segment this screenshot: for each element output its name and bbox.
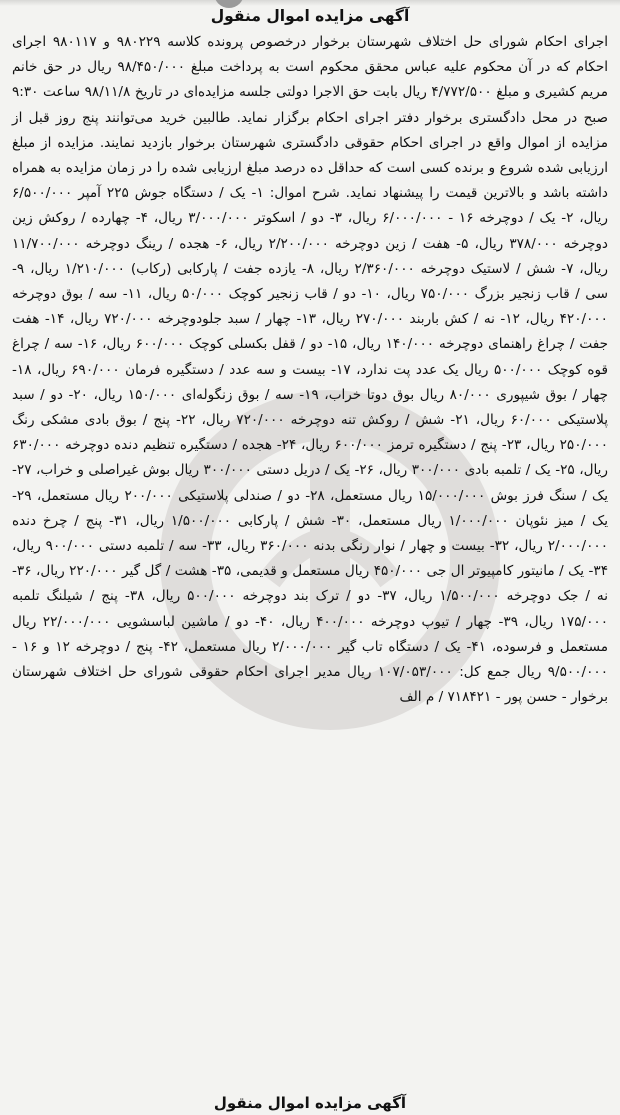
auction-notice	[12, 4, 608, 1073]
next-notice-title: آگهی مزایده اموال منقول	[213, 1094, 407, 1112]
notice-body: اجرای احکام شورای حل اختلاف شهرستان برخوار درخصوص پرونده کلاسه ۹۸۰۲۲۹ و ۹۸۰۱۱۷ اجرای احکام که در آن محکوم علیه عباس محقق محکوم است به پرداخت مبلغ ۹۸/۴۵۰/۰۰۰ ریال در حق خانم مریم کشیری و مبلغ ۴/۷۷۲/۵۰۰ ریال بابت حق الاجرا دولتی جلسه مزایده‌ای در تاریخ ۹۸/۱۱/۸ ساعت ۹:۳۰ صبح در محل دادگستری برخوار دفتر اجرای احکام برگزار نماید. طالبین خرید می‌توانند پنج روز قبل از مزایده از اموال واقع در اجرای احکام حقوقی دادگستری شهرستان برخوار بازدید نمایند. مزایده از مبلغ ارزیابی شده شروع و برنده کسی است که حداقل ده درصد مبلغ ارزیابی شده را در زمان مزایده به همراه داشته باشد و بالاترین قیمت را پیشنهاد نماید. شرح اموال: ۱- یک / دستگاه جوش ۲۲۵ آمپر ۶/۵۰۰/۰۰۰ ریال، ۲- یک / دوچرخه ۱۶ - ۶/۰۰۰/۰۰۰ ریال، ۳- دو / اسکوتر ۳/۰۰۰/۰۰۰ ریال، ۴- چهارده / روکش زین دوچرخه ۳۷۸/۰۰۰ ریال، ۵- هفت / زین دوچرخه ۲/۲۰۰/۰۰۰ ریال، ۶- هجده / رینگ دوچرخه ۱۱/۷۰۰/۰۰۰ ریال، ۷- شش / لاستیک دوچرخه ۲/۳۶۰/۰۰۰ ریال، ۸- یازده جفت / پارکابی (رکاب) ۱/۲۱۰/۰۰۰ ریال، ۹- سی / قاب زنجیر بزرگ ۷۵۰/۰۰۰ ریال، ۱۰- دو / قاب زنجیر کوچک ۵۰/۰۰۰ ریال، ۱۱- سه / بوق دوچرخه ۴۲۰/۰۰۰ ریال، ۱۲- نه / کش باربند ۲۷۰/۰۰۰ ریال، ۱۳- چهار / سبد جلودوچرخه ۷۲۰/۰۰۰ ریال، ۱۴- هفت جفت / چراغ راهنمای دوچرخه ۱۴۰/۰۰۰ ریال، ۱۵- دو / قفل بکسلی کوچک ۶۰۰/۰۰۰ ریال، ۱۶- سه / چراغ قوه کوچک ۵۰۰/۰۰۰ ریال یک عدد پت ندارد، ۱۷- بیست و سه عدد / دستگیره فرمان ۶۹۰/۰۰۰ ریال، ۱۸- چهار / بوق شیپوری ۸۰/۰۰۰ ریال بوق دوتا خراب، ۱۹- سه / بوق زنگوله‌ای ۱۵۰/۰۰۰ ریال، ۲۰- دو / سبد پلاستیکی ۶۰/۰۰۰ ریال، ۲۱- شش / روکش تنه دوچرخه ۷۲۰/۰۰۰ ریال، ۲۲- پنج / بوق بادی مشکی رنگ ۲۵۰/۰۰۰ ریال، ۲۳- پنج / دستگیره ترمز ۶۰۰/۰۰۰ ریال، ۲۴- هجده / دستگیره تنظیم دنده دوچرخه ۶۳۰/۰۰۰ ریال، ۲۵- یک / تلمبه بادی ۳۰۰/۰۰۰ ریال، ۲۶- یک / دریل دستی ۳۰۰/۰۰۰ ریال بوش غیراصلی و خراب، ۲۷- یک / سنگ فرز بوش ۱۵/۰۰۰/۰۰۰ ریال مستعمل، ۲۸- دو / صندلی پلاستیکی ۲۰۰/۰۰۰ ریال مستعمل، ۲۹- یک / میز نئوپان ۱/۰۰۰/۰۰۰ ریال مستعمل، ۳۰- شش / پارکابی ۱/۵۰۰/۰۰۰ ریال، ۳۱- پنج / چرخ دنده ۲/۰۰۰/۰۰۰ ریال، ۳۲- بیست و چهار / نوار رنگی بدنه ۳۶۰/۰۰۰ ریال، ۳۳- سه / تلمبه دستی ۹۰۰/۰۰۰ ریال، ۳۴- یک / مانیتور کامپیوتر ال جی ۴۵۰/۰۰۰ ریال مستعمل و قدیمی، ۳۵- هشت / گل گیر ۲۲۰/۰۰۰ ریال، ۳۶- نه / جک دوچرخه ۱/۵۰۰/۰۰۰ ریال، ۳۷- دو / ترک بند دوچرخه ۵۰۰/۰۰۰ ریال، ۳۸- پنج / شیلنگ تلمبه ۱۷۵/۰۰۰ ریال، ۳۹- چهار / تیوپ دوچرخه ۴۰۰/۰۰۰ ریال، ۴۰- دو / ماشین لباسشویی ۲۲/۰۰۰/۰۰۰ ریال مستعمل و فرسوده، ۴۱- یک / دستگاه تاب گیر ۲/۰۰۰/۰۰۰ ریال مستعمل، ۴۲- پنج / دوچرخه ۱۲ و ۱۶ - ۹/۵۰۰/۰۰۰ ریال جمع کل: ۱۰۷/۰۵۳/۰۰۰ ریال مدیر اجرای احکام حقوقی شورای حل اختلاف شهرستان برخوار - حسن پور - ۷۱۸۴۲۱ / م الف	[12, 34, 609, 706]
notice-title: آگهی مزایده اموال منقول	[210, 7, 410, 25]
